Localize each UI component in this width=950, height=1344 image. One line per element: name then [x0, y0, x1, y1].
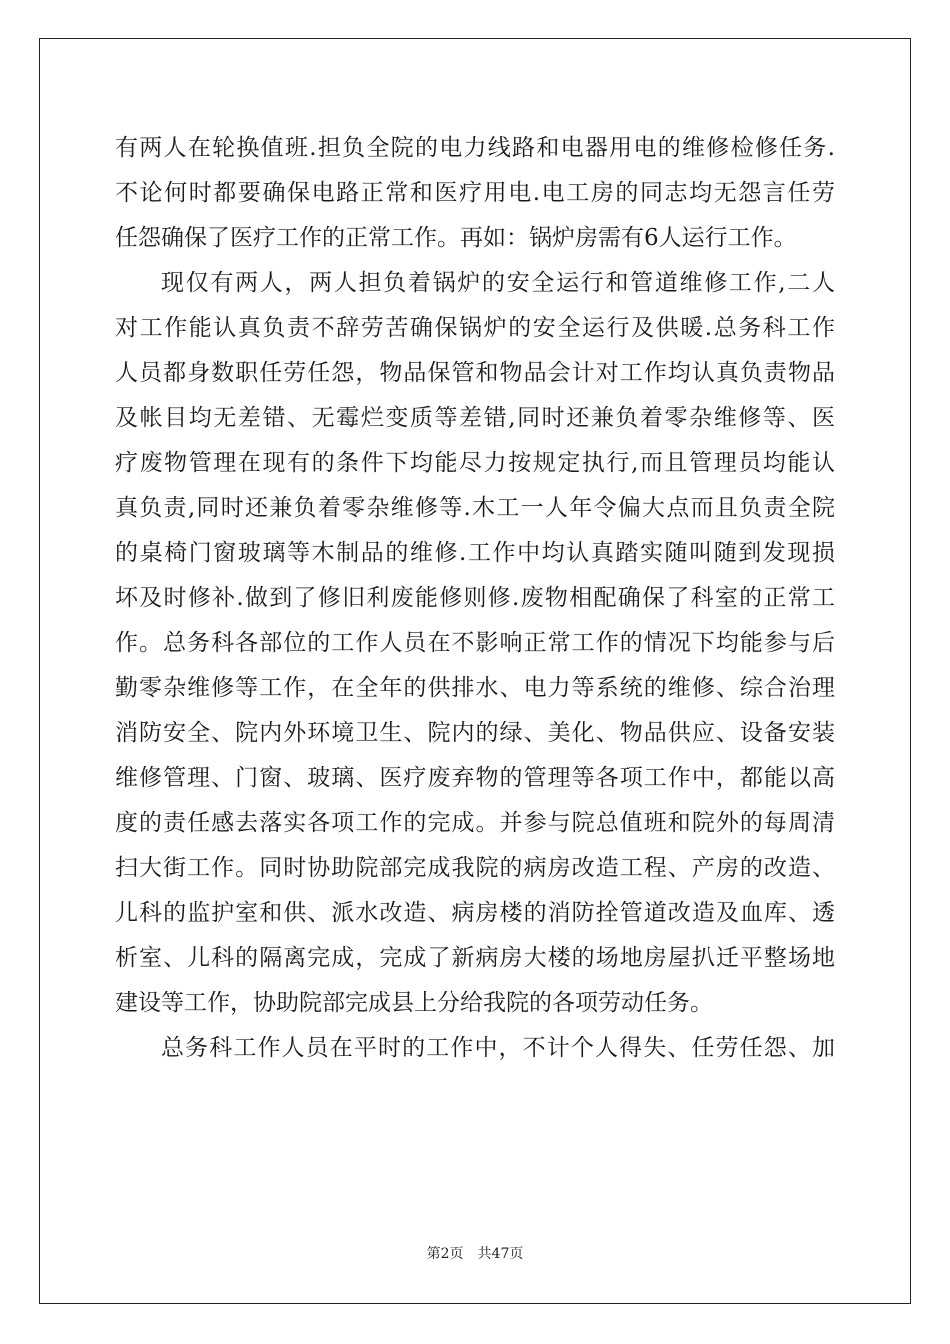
text-line: 及帐目均无差错、无霉烂变质等差错,同时还兼负着零杂维修等、医 [115, 405, 835, 431]
text-line: 人员都身数职任劳任怨，物品保管和物品会计对工作均认真负责物品 [115, 360, 835, 386]
text-line: 的桌椅门窗玻璃等木制品的维修.工作中均认真踏实随叫随到发现损 [115, 540, 835, 566]
text-line: 作。总务科各部位的工作人员在不影响正常工作的情况下均能参与后 [115, 630, 835, 656]
document-body [115, 126, 835, 1071]
paragraph-first-line: 总务科工作人员在平时的工作中，不计个人得失、任劳任怨、加 [161, 1035, 835, 1061]
page-total: 共47页 [477, 1246, 524, 1262]
text-line: 建设等工作，协助院部完成县上分给我院的各项劳动任务。 [115, 990, 713, 1016]
text-line: 真负责,同时还兼负着零杂维修等.木工一人年令偏大点而且负责全院 [115, 495, 835, 521]
text-line: 儿科的监护室和供、派水改造、病房楼的消防拴管道改造及血库、透 [115, 900, 835, 926]
text-line: 任怨确保了医疗工作的正常工作。再如：锅炉房需有6人运行工作。 [115, 225, 797, 251]
text-line: 析室、儿科的隔离完成，完成了新病房大楼的场地房屋扒迁平整场地 [115, 945, 835, 971]
text-line: 度的责任感去落实各项工作的完成。并参与院总值班和院外的每周清 [115, 810, 835, 836]
text-line: 维修管理、门窗、玻璃、医疗废弃物的管理等各项工作中，都能以高 [115, 765, 835, 791]
page-number: 第2页 [426, 1246, 464, 1262]
text-line: 消防安全、院内外环境卫生、院内的绿、美化、物品供应、设备安装 [115, 720, 835, 746]
text-line: 勤零杂维修等工作，在全年的供排水、电力等系统的维修、综合治理 [115, 675, 835, 701]
text-line: 对工作能认真负责不辞劳苦确保锅炉的安全运行及供暖.总务科工作 [115, 315, 835, 341]
text-line: 有两人在轮换值班.担负全院的电力线路和电器用电的维修检修任务. [115, 135, 835, 161]
text-line: 坏及时修补.做到了修旧利废能修则修.废物相配确保了科室的正常工 [115, 585, 835, 611]
paragraph-first-line: 现仅有两人，两人担负着锅炉的安全运行和管道维修工作,二人 [161, 270, 835, 296]
text-line: 疗废物管理在现有的条件下均能尽力按规定执行,而且管理员均能认 [115, 450, 835, 476]
page-footer [0, 1244, 950, 1264]
text-line: 扫大街工作。同时协助院部完成我院的病房改造工程、产房的改造、 [115, 855, 835, 881]
text-line: 不论何时都要确保电路正常和医疗用电.电工房的同志均无怨言任劳 [115, 180, 835, 206]
